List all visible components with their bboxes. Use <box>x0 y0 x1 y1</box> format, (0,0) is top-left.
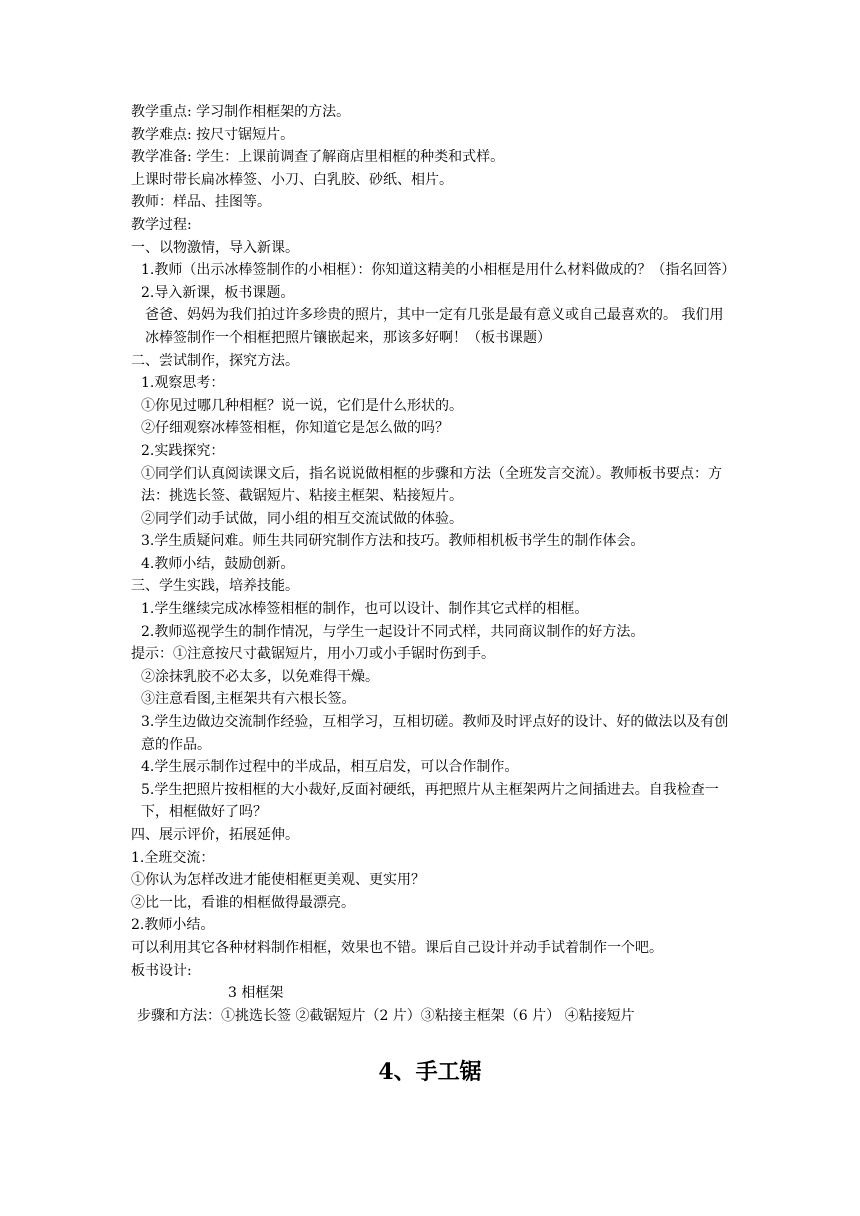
board-steps: 步骤和方法：①挑选长签 ②截锯短片（2 片）③粘接主框架（6 片） ④粘接短片 <box>137 1007 635 1024</box>
section-heading-4: 四、展示评价，拓展延伸。 <box>131 827 299 843</box>
text-line-preparation-students: 教学准备: 学生：上课前调查了解商店里相框的种类和式样。 <box>131 149 505 166</box>
text-line-3-3: 3.学生边做边交流制作经验，互相学习，互相切磋。教师及时评点好的设计、好的做法以及有创意的作品。 <box>141 714 729 753</box>
text-line-4-1: 1.全班交流： <box>131 849 215 866</box>
text-line-2-1: 1.观察思考： <box>141 375 225 392</box>
text-line-preparation-materials: 上课时带长扁冰棒签、小刀、白乳胶、砂纸、相片。 <box>131 171 453 188</box>
text-line-preparation-teacher: 教师：样品、挂图等。 <box>131 194 271 211</box>
text-line-2-2-a: ①同学们认真阅读课文后，指名说说做相框的步骤和方法（全班发言交流）。教师板书要点：方法：挑选长签、截锯短片、粘接主框架、粘接短片。 <box>141 465 722 505</box>
text-line-4-1-a: ①你认为怎样改进才能使相框更美观、更实用？ <box>131 872 425 889</box>
section-heading-2: 二、尝试制作，探究方法。 <box>131 352 299 369</box>
text-line-difficulty: 教学难点: 按尺寸锯短片。 <box>131 126 295 143</box>
text-line-4-2-detail: 可以利用其它各种材料制作相框，效果也不错。课后自己设计并动手试着制作一个吧。 <box>131 939 663 956</box>
text-line-1-1: 1.教师（出示冰棒签制作的小相框）：你知道这精美的小相框是用什么材料做成的？（指名回答） <box>141 262 736 279</box>
board-title: 3 相框架 <box>228 985 284 1002</box>
text-line-tip-3: ③注意看图,主框架共有六根长签。 <box>141 691 356 708</box>
next-lesson-heading: 4、手工锯 <box>378 1059 482 1085</box>
text-line-1-2: 2.导入新课，板书课题。 <box>141 284 295 301</box>
text-line-key-point: 教学重点: 学习制作相框架的方法。 <box>131 104 351 120</box>
text-line-process-heading: 教学过程: <box>131 216 192 233</box>
text-line-3-2: 2.教师巡视学生的制作情况，与学生一起设计不同式样，共同商议制作的好方法。 <box>141 623 645 640</box>
text-line-2-2: 2.实践探究： <box>141 442 225 459</box>
text-line-2-2-b: ②同学们动手试做，同小组的相互交流试做的体验。 <box>141 510 463 527</box>
section-heading-1: 一、以物激情，导入新课。 <box>131 239 299 256</box>
text-line-2-3: 3.学生质疑问难。师生共同研究制作方法和技巧。教师相机板书学生的制作体会。 <box>141 533 645 550</box>
text-line-tip-2: ②涂抹乳胶不必太多，以免难得干燥。 <box>141 668 379 685</box>
text-line-4-1-b: ②比一比，看谁的相框做得最漂亮。 <box>131 894 355 911</box>
text-line-4-2: 2.教师小结。 <box>131 917 215 934</box>
text-line-2-1-b: ②仔细观察冰棒签相框，你知道它是怎么做的吗？ <box>141 420 449 437</box>
text-line-3-1: 1.学生继续完成冰棒签相框的制作，也可以设计、制作其它式样的相框。 <box>141 601 589 618</box>
text-line-2-4: 4.教师小结，鼓励创新。 <box>141 555 295 572</box>
text-line-3-4: 4.学生展示制作过程中的半成品，相互启发，可以合作制作。 <box>141 759 519 776</box>
text-line-1-2-detail: 爸爸、妈妈为我们拍过许多珍贵的照片，其中一定有几张是最有意义或自己最喜欢的。 我们用冰棒签制作一个相框把照片镶嵌起来，那该多好啊！（板书课题） <box>145 307 724 346</box>
lesson-plan-body <box>131 101 737 1027</box>
text-line-board-design: 板书设计: <box>131 962 192 979</box>
text-line-2-1-a: ①你见过哪几种相框？说一说，它们是什么形状的。 <box>141 397 463 414</box>
text-line-tips: 提示：①注意按尺寸截锯短片，用小刀或小手锯时伤到手。 <box>131 646 495 663</box>
text-line-3-5: 5.学生把照片按相框的大小裁好,反面衬硬纸，再把照片从主框架两片之间插进去。自我检查一下，相框做好了吗？ <box>141 781 719 821</box>
section-heading-3: 三、学生实践，培养技能。 <box>131 578 299 595</box>
